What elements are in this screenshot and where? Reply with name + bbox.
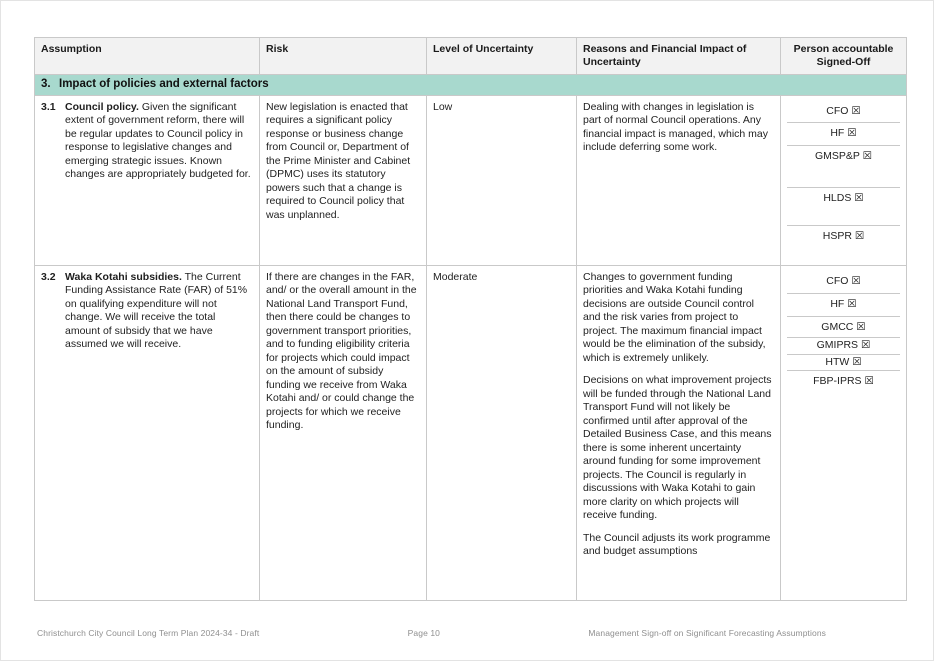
assumptions-table	[34, 37, 907, 601]
col-header-risk: Risk	[260, 38, 427, 75]
assumption-text: Council policy. Given the significant extent of government reform, there will be regular updates to Council policy in response to legislative changes and emerging strategic issues. Known changes are appropriately budgeted for.	[65, 100, 251, 180]
footer-document-title: Christchurch City Council Long Term Plan 2024-34 - Draft	[37, 628, 260, 638]
signoff-entry: HLDS ☒	[787, 188, 900, 226]
signoff-entry: GMSP&P ☒	[787, 146, 900, 188]
assumption-cell-3-1	[35, 95, 260, 265]
col-header-uncertainty: Level of Uncertainty	[427, 38, 577, 75]
reasons-paragraph: Dealing with changes in legislation is part of normal Council operations. Any financial impact is managed, which may include deferring some work.	[583, 100, 769, 153]
signoff-entry: HSPR ☒	[822, 229, 865, 242]
signoff-cell-3-2	[781, 265, 907, 600]
signoff-entry: HF ☒	[787, 294, 900, 317]
row-number: 3.2	[41, 270, 56, 283]
section-cell	[35, 75, 907, 96]
reasons-cell-3-1	[577, 95, 781, 265]
signoff-cell-3-1	[781, 95, 907, 265]
col-header-accountable-line1: Person accountable	[793, 43, 894, 55]
table-header-row	[35, 38, 907, 75]
signoff-entry: HTW ☒	[787, 355, 900, 371]
signoff-entry: CFO ☒	[787, 271, 900, 294]
table-row-3-2	[35, 265, 907, 600]
section-number: 3.	[41, 78, 51, 90]
table-row-3-1	[35, 95, 907, 265]
signoff-entry: GMIPRS ☒	[787, 338, 900, 355]
col-header-accountable	[781, 38, 907, 75]
col-header-assumption: Assumption	[35, 38, 260, 75]
assumption-cell-3-2	[35, 265, 260, 600]
reasons-paragraph: The Council adjusts its work programme and budget assumptions	[583, 531, 771, 557]
uncertainty-cell-3-2: Moderate	[427, 265, 577, 600]
reasons-paragraph: Decisions on what improvement projects will be funded through the National Land Transport Fund will not likely be confirmed until after approval of the Detailed Business Case, and this means there is some inherent uncertainty around funding for some improvement projects. The Council is regularly in discussions with Waka Kotahi to gain more clarity on which projects will receive funding.	[583, 374, 772, 521]
row-number: 3.1	[41, 100, 56, 113]
signoff-entry: FBP-IPRS ☒	[813, 374, 874, 387]
footer-section-title: Management Sign-off on Significant Forecasting Assumptions	[588, 628, 826, 638]
footer-page-number: Page 10	[407, 628, 441, 638]
reasons-paragraph: Changes to government funding priorities and Waka Kotahi funding decisions are outside Council control and the risk varies from project to project. The maximum financial impact would be the elimination of the subsidy, which is extremely unlikely.	[583, 270, 766, 364]
uncertainty-cell-3-1: Low	[427, 95, 577, 265]
signoff-entry: HF ☒	[787, 123, 900, 146]
risk-cell-3-1: New legislation is enacted that requires a significant policy response or business change from Council or, Department of the Prime Minister and Cabinet (DPMC) uses its statutory powers such that a change is required to Council policy that was unplanned.	[260, 95, 427, 265]
risk-cell-3-2: If there are changes in the FAR, and/ or the overall amount in the National Land Transport Fund, then there could be changes to government transport priorities, and to funding eligibility criteria for projects which could impact on the amount of subsidy funding we receive from Waka Kotahi and/ or could change the projects for which we receive funding.	[260, 265, 427, 600]
reasons-cell-3-2	[577, 265, 781, 600]
page-footer	[1, 628, 933, 638]
signoff-entry: GMCC ☒	[787, 317, 900, 338]
assumption-text: Waka Kotahi subsidies. The Current Funding Assistance Rate (FAR) of 51% on qualifying expenditure will not change. We will receive the total amount of subsidy that we have assumed we will receive.	[65, 270, 248, 350]
col-header-accountable-line2: Signed-Off	[816, 56, 871, 68]
section-title: Impact of policies and external factors	[59, 78, 269, 90]
signoff-entry: CFO ☒	[787, 101, 900, 123]
col-header-reasons: Reasons and Financial Impact of Uncertainty	[577, 38, 781, 75]
section-row	[35, 75, 907, 96]
